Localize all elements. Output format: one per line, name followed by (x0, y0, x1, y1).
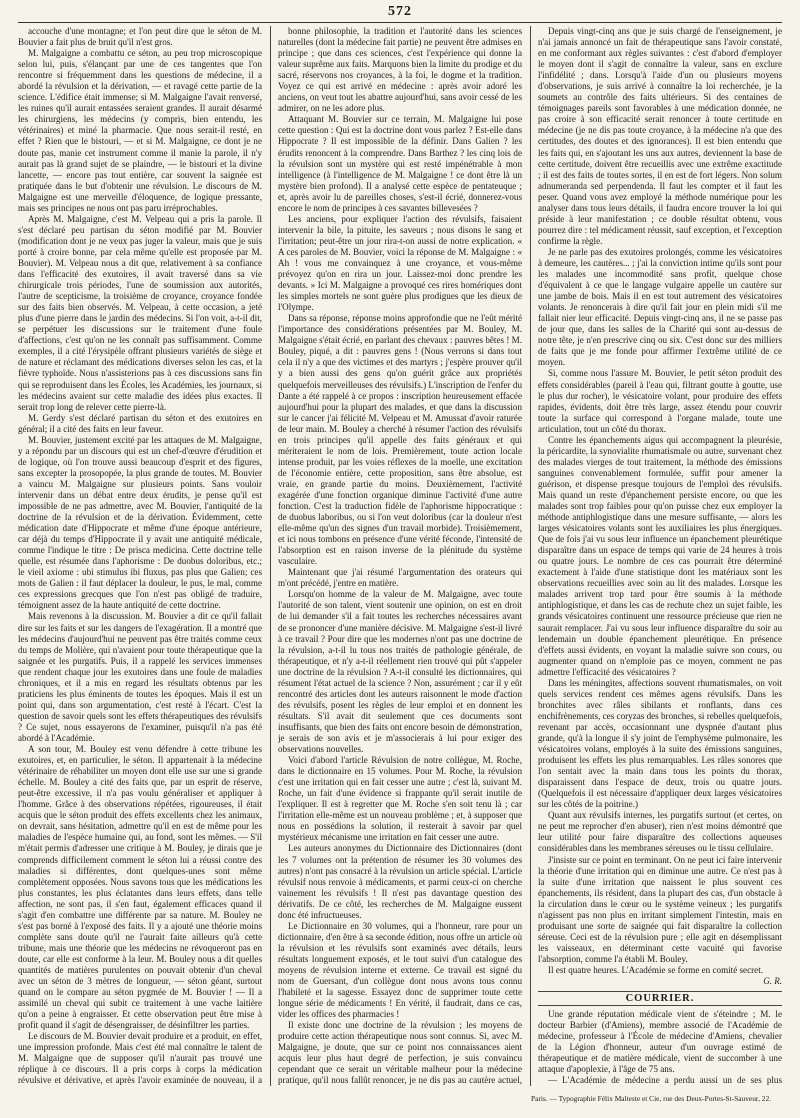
header-rule (18, 22, 782, 23)
courrier-heading: COURRIER. (538, 991, 782, 1006)
paragraph: accouche d'une montagne; et l'on peut dire que le séton de M. Bouvier a fait plus de bruit qu'il n'est gros. (18, 26, 262, 48)
paragraph: Une grande réputation médicale vient de s'éteindre ; M. le docteur Barbier (d'Amiens), membre associé de l'Académie de médecine, professeur à l'École de médecine d'Amiens, chevalier de la Légion d'honneur, auteur d'un ouvrage estimé de thérapeutique et de matière médicale, vient de succomber à une attaque d'apoplexie, à l'âge de 75 ans. (538, 1009, 782, 1075)
page-number: 572 (388, 4, 412, 19)
paragraph: Dans sa réponse, réponse moins approfondie que ne l'eût mérité l'importance des considérations présentées par M. Bouley, M. Malgaigne s'était écrié, en parlant des chevaux : pauvres bêtes ! M. Bouley, piqué, a dit : pauvres gens ! (Nous verrons si dans tout cela il n'y a que des victimes et des martyrs ; j'espère prouver qu'il y a bien aussi des gens qu'on guérit grâce aux propriétés quelquefois merveilleuses des révulsifs.) L'inscription de l'enfer du Dante a été rappelé à ce propos : inscription heureusement effacée aujourd'hui pour la plupart des malades, et que dans la discussion sur le cancer j'ai félicité M. Velpeau et M. Amussat d'avoir raturée de leur main. M. Bouley a cherché à résumer l'action des révulsifs en trois principes qu'il appelle des faits généraux et qui mériteraient le nom de lois. Premièrement, toute action locale intense produit, par les voies réflexes de la moelle, une excitation de l'économie entière, cette proposition, sans être absolue, est vraie, en grande partie du moins. Deuxièmement, l'activité exagérée d'une fonction organique diminue l'activité d'une autre fonction. C'est la traduction fidèle de l'aphorisme hippocratique : de duobus laboribus, ou si l'on veut doloribus (car la douleur n'est elle-même qu'un des signes d'un travail morbide). Troisièmement, et ici nous tombons en présence d'une vérité féconde, l'intensité de l'absorption est en raison inverse de la plénitude du système vasculaire. (278, 313, 522, 567)
column-divider (530, 26, 531, 1086)
column-right-body (538, 26, 782, 976)
paragraph: Mais revenons à la discussion. M. Bouvier a dit ce qu'il fallait dire sur les faits et sur les dangers de l'exagération. Il a montré que les médecins d'aujourd'hui ne peuvent pas être traités comme ceux du temps de Molière, qui n'avaient pour toute thérapeutique que la saignée et les purgatifs. Puis, il a rappelé les services immenses que rendent chaque jour les exutoires dans une foule de maladies chroniques, et il a mis en regard les résultats obtenus par les praticiens les plus éminents de toutes les époques. Mais il est un point qui, dans son argumentation, c'est resté à l'écart. C'est la question de savoir quels sont les effets thérapeutiques des révulsifs ? Ce sujet, nous essayerons de l'examiner, puisqu'il n'a pas été abordé à l'Académie. (18, 611, 262, 743)
paragraph: Dans les méningites, affections souvent rhumatismales, on voit quels services rendent ces mêmes agens révulsifs. Dans les bronchites avec râles sibilants et ronflants, dans ces enchifrènements, ces coryzas des bronches, si rebelles quelquefois, revenant par accès, occasionnant une dyspnée d'autant plus grande, qu'à la longue il s'y joint de l'emphysème pulmonaire, les vésicatoires volans, employés à la suite des émissions sanguines, produisent les effets les plus remarquables. Les râles sonores que l'on sentait avec la main dans tous les points du thorax, disparaissent dans l'espace de deux, trois ou quatre jours. (Quelquefois il est nécessaire d'appliquer deux larges vésicatoires sur les côtés de la poitrine.) (538, 677, 782, 810)
paragraph: bonne philosophie, la tradition et l'autorité dans les sciences naturelles (dont la médecine fait partie) ne peuvent être admises en principe ; que dans ces sciences, c'est l'expérience qui donne la valeur suprême aux faits. Marquons bien la limite du prodige et du sacré, réservons nos croyances, à la foi, le dogme et la tradition. Voyez ce qui est arrivé en médecine : après avoir adoré les anciens, on veut tout les abattre aujourd'hui, sans avoir cessé de les admirer, on ne les adore plus. (278, 26, 522, 114)
column-right (538, 26, 782, 1086)
paragraph: Contre les épanchements aigus qui accompagnent la pleurésie, la péricardite, la synovialite rhumatismale ou autre, survenant chez des malades vierges de tout traitement, la méthode des émissions sanguines convenablement formulée, suffit pour amener la guérison, et dispense presque toujours de l'emploi des révulsifs. Mais quand un reste d'épanchement persiste encore, ou que les malades sont trop faibles pour qu'on puisse chez eux employer la méthode antiphlogistique dans une mesure suffisante, — alors les larges vésicatoires volants sont les auxiliaires les plus énergiques. Que de fois j'ai vu sous leur influence un épanchement pleurétique disparaître dans un espace de temps qui varie de 24 heures à trois ou quatre jours. Le nombre de ces cas pourrait être déterminé exactement à l'aide d'une statistique dont les matériaux sont les observations recueillies avec soin au lit des malades. Lorsque les malades arrivent trop tard pour être soumis à la méthode antiphlogistique, et dans les cas de rechute chez un sujet faible, les grands vésicatoires continuent une ressource précieuse que rien ne saurait remplacer. J'ai vu sous leur influence disparaître du soir au lendemain un double épanchement pleurétique. En présence d'effets aussi évidents, en voyant la maladie suivre son cours, ou augmenter quand on n'emploie pas ce moyen, comment ne pas admettre l'efficacité des vésicatoires ? (538, 434, 782, 677)
column-divider (270, 26, 271, 1086)
paragraph: Voici d'abord l'article Révulsion de notre collègue, M. Roche, dans le dictionnaire en 15 volumes. Pour M. Roche, la révulsion c'est une irritation qui en fait cesser une autre ; c'est là, suivant M. Roche, un fait d'une évidence si frappante qu'il serait inutile de l'expliquer. Il est à regretter que M. Roche s'en soit tenu là ; car l'irritation elle-même est un nouveau problème ; et, à supposer que nous en possédions la solution, il resterait à savoir par quel mystérieux mécanisme une irritation en fait cesser une autre. (278, 755, 522, 843)
paragraph: Les anciens, pour expliquer l'action des révulsifs, faisaient intervenir la bile, la pituite, les saveurs ; nous disons le sang et l'irritation; peut-être un jour rira-t-on aussi de notre explication. « A ces paroles de M. Bouvier, voici la réponse de M. Malgaigne : « Ah ! vous me convainquez à une croyance, et vous-même prévoyez qu'on en rira un jour. Laissez-moi donc prendre les devants. » Ici M. Malgaigne a provoqué ces rires homériques dont les simples mortels ne sont guère plus prodigues que les dieux de l'Olympe. (278, 213, 522, 313)
paragraph: Les auteurs anonymes du Dictionnaire des Dictionnaires (dont les 7 volumes ont la prétention de résumer les 30 volumes des autres) n'ont pas consacré à la révulsion un article spécial. L'article révulsif nous renvoie à médicaments, et parmi ceux-ci on cherche vainement les révulsifs ! Il n'est pas davantage question des dérivatifs. De ce côté, les recherches de M. Malgaigne eussent donc été infructueuses. (278, 843, 522, 920)
column-left (18, 26, 262, 1086)
paragraph: Après M. Malgaigne, c'est M. Velpeau qui a pris la parole. Il s'est déclaré peu partisan du séton modifié par M. Bouvier (modification dont je ne veux pas juger la valeur, mais que je suis porté à croire bonne, par cela même qu'elle est proposée par M. Bouvier). M. Velpeau nous a dit que, relativement à sa confiance dans l'efficacité des exutoires, il avait traversé dans sa vie chirurgicale trois périodes, l'une de soumission aux autorités, l'autre de scepticisme, la troisième de croyance, croyance fondée sur des faits bien observés. M. Velpeau, à cette occasion, a jeté plus d'une pierre dans le jardin des médecins. Si l'on voit, a-t-il dit, se perpétuer les discussions sur le traitement d'une foule d'affections, c'est qu'on ne les connaît pas suffisamment. Comme exemples, il a cité l'érysipèle offrant plusieurs variétés de siège et de nature et réclamant des médications diverses selon les cas, et la fièvre typhoïde. Nous n'assisterions pas à ces discussions sans fin qui se reproduisent dans les Écoles, les Académies, les journaux, si les médecins avaient sur cette maladie des idées plus exactes. Il serait trop long de relever cette pierre-là. (18, 213, 262, 412)
paragraph: M. Malgaigne a combattu ce séton, au peu trop microscopique selon lui, puis, s'élançant par une de ces tangentes que l'on rencontre si fréquemment dans les questions de médecine, il a abordé la révulsion et la dérivation, — et ravagé cette partie de la science. L'édifice était immense; si M. Malgaigne l'avait renversé, les ruines qu'il aurait entassées seraient grandes. Il aurait désarmé les chirurgiens, les médecins (y compris, bien entendu, les vétérinaires) et miné la pharmacie. Que nous serait-il resté, en effet ? Rien que le bistouri, — et si M. Malgaigne, ce dont je ne doute pas, manie cet instrument comme il manie la parole, il n'y aurait pas là grand sujet de se plaindre, — le bistouri et la divine lancette, — encore pas tout entière, car souvent la saignée est pratiquée dans le but d'obtenir une révulsion. Le discours de M. Malgaigne est une merveille d'éloquence, de logique pressante, mais ses principes ne nous ont pas paru irréprochables. (18, 48, 262, 213)
paragraph: Je ne parle pas des exutoires prolongés, comme les vésicatoires à demeure, les cautères... ; j'ai la conviction intime qu'ils sont pour les malades une incommodité sans profit, quelque chose d'équivalent à ce que le langage vulgaire appelle un cautère sur une jambe de bois. Mais il en est tout autrement des vésicatoires volants. Je renoncerais à dire qu'il fait jour en plein midi s'il me fallait nier leur efficacité. Depuis vingt-cinq ans, il ne se passe pas de jour que, dans les salles de la Charité qui sont au-dessus de notre tête, je n'en prescrive cinq ou six. C'est donc sur des milliers de faits que je me fonde pour affirmer l'extrême utilité de ce moyen. (538, 246, 782, 368)
paragraph: Depuis vingt-cinq ans que je suis chargé de l'enseignement, je n'ai jamais annoncé un fait de thérapeutique sans l'avoir constaté, en me conformant aux règles suivantes : c'est d'abord d'employer le moyen dont il s'agit de connaître la valeur, sans en exclure l'infidélité ; dans. Lorsqu'à l'aide d'un ou plusieurs moyens d'observations, je suis arrivé à connaître la loi recherchée, je la soumets au contrôle des faits ultérieurs. Si des centaines de témoignages pareils sont favorables à une médication donnée, ne pas croire à son efficacité serait renoncer à toute certitude en médecine (je ne dis pas toute croyance, à la médecine n'a que des certitudes, des doutes et des ignorances). Il est bien entendu que les faits qui, en s'ajoutant les uns aux autres, deviennent la base de cette certitude, doivent être recueillis avec une extrême exactitude ; il est des faits de toutes sortes, il en est de fort légers. Non solum adnumeranda sed perpendenda. Il faut les compter et il faut les peser. Quand vous avez employé la méthode numérique pour les analyser dans tous leurs détails, il faudra encore trouver la loi qui préside à leur manifestation ; ce double résultat obtenu, vous pourrez dire : tel médicament réussit, sauf exception, et l'exception confirme la règle. (538, 26, 782, 246)
paragraph: Il est quatre heures. L'Académie se forme en comité secret. (548, 964, 763, 975)
paragraph: M. Bouvier, justement excité par les attaques de M. Malgaigne, y a répondu par un discours qui est un chef-d'œuvre d'érudition et de logique, où l'on trouve aussi beaucoup d'esprit et des figures, sans excepter la prosopopée, la plus grande de toutes. M. Bouvier a vaincu M. Malgaigne sur plusieurs points. Sans vouloir intervenir dans un débat entre deux érudits, je pense qu'il est impossible de ne pas admettre, avec M. Bouvier, l'antiquité de la doctrine de la révulsion et de la dérivation. Évidemment, cette médication date d'Hippocrate et même d'une époque antérieure, car déjà du temps d'Hippocrate il y avait une antiquité médicale, comme l'indique le titre : De prisca medicina. Cette doctrine telle quelle, est résumée dans l'aphorisme : De duobus doloribus, etc.; le vieil axiome : ubi stimulus ibi fluxus, pas plus que Galien; ces mots de Galien : il faut déplacer la douleur, le pus, le mal, comme ces expressions grecques que l'on n'est pas obligé de traduire, témoignent assez de la haute antiquité de cette doctrine. (18, 434, 262, 611)
paragraph: J'insiste sur ce point en terminant. On ne peut ici faire intervenir la théorie d'une irritation qui en diminue une autre. Ce n'est pas à la suite d'une irritation que naissent le plus souvent ces épanchements, ils résident, dans la plupart des cas, d'un obstacle à la circulation dans le cœur ou le système veineux ; les purgatifs n'agissent pas non plus en irritant simplement l'intestin, mais en produisant une sorte de saignée qui fait disparaître la collection séreuse. Ceci est de la révulsion pure ; elle agit en désemplissant les vaisseaux, en déterminant cette vacuité qui favorise l'absorption, comme l'a établi M. Bouley. (538, 854, 782, 964)
paragraph: Le Dictionnaire en 30 volumes, qui a l'honneur, rare pour un dictionnaire, d'en être à sa seconde édition, nous offre un article où la révulsion et les révulsifs sont examinés avec détails, leurs résultats longuement exposés, et le tout suivi d'un catalogue des moyens de révulsion interne et externe. Ce travail est signé du nom de Guersant, d'un collègue dont nous avons tous connu l'habileté et la sagesse. Essayez donc de supprimer toute cette longue série de médicaments ! En vérité, il faudrait, dans ce cas, vider les offices des pharmacies ! (278, 920, 522, 1020)
columns (18, 26, 782, 1086)
paragraph: Lorsqu'on homme de la valeur de M. Malgaigne, avec toute l'autorité de son talent, vient soutenir une opinion, on est en droit de lui demander s'il a fait toutes les recherches nécessaires avant de se prononcer d'une manière décisive. M. Malgaigne s'est-il livré à ce travail ? Pour dire que les modernes n'ont pas une doctrine de la révulsion, a-t-il lu tous nos traités de pathologie générale, de thérapeutique, et n'y a-t-il réellement rien trouvé qui pût s'appeler une doctrine de la révulsion ? A-t-il consulté les dictionnaires, qui résument l'état actuel de la science ? Non, assurément ; car il y eût rencontré des articles dont les auteurs raisonnent le mode d'action des révulsifs, posent les règles de leur emploi et en donnent les résultats. S'il avait dit seulement que ces documents sont insuffisants, que bien des faits ont encore besoin de démonstration, je serais de son avis et je m'associerais à lui pour exiger des observations nouvelles. (278, 589, 522, 755)
paragraph: Si, comme nous l'assure M. Bouvier, le petit séton produit des effets considérables (pareil à l'eau qui, filtrant goutte à goutte, use le plus dur rocher), le vésicatoire volant, pour produire des effets rapides, évidents, doit être très large, assez étendu pour couvrir toute la surface qui correspond à l'organe malade, toute une articulation, tout un côté du thorax. (538, 368, 782, 434)
paragraph: A son tour, M. Bouley est venu défendre à cette tribune les exutoires, et, en particulier, le séton. Il appartenait à la médecine vétérinaire de réhabiliter un moyen dont elle use sur une si grande échelle. M. Bouley a cité des faits que, par un esprit de réserve, peut-être excessive, il n'a pas voulu généraliser et appliquer à l'homme. Grâce à des observations répétées, rigoureuses, il était acquis que le séton produit des effets excellents chez les animaux, on devrait, sans hésitation, admettre qu'il en est de même pour les maladies de l'espèce humaine qui, au fond, sont les mêmes. — S'il m'était permis d'adresser une critique à M. Bouley, je dirais que je comprends difficilement comment le séton lui a réussi contre des maladies si différentes, dont quelques-unes sont même complètement opposées. Nous savons tous que les médications les plus constantes, les plus éclatantes dans leurs effets, dans telle affection, ne sont pas, il s'en faut, également efficaces quand il s'agit d'en combattre une différente par sa nature. M. Bouley ne s'est pas borné à l'exposé des faits. Il y a ajouté une théorie moins complète sans doute qu'il ne l'aurait faite ailleurs qu'à cette tribune, mais une théorie que les médecins ne révoqueront pas en doute, car elle est conforme à la leur. M. Bouley nous a dit quelles quantités de matières purulentes on pouvait obtenir d'un cheval avec un séton de 3 mètres de longueur, — séton géant, surtout quand on le compare au séton pygmée de M. Bouvier ! — Il a assimilé un cheval qui subit ce traitement à une vache laitière qu'on a peine à engraisser. Et cette observation peut être mise à profit quand il s'agit de désengraisser, de désinfiltrer les parties. (18, 744, 262, 1031)
signature: G. R. (763, 976, 782, 987)
paragraph: Il existe donc une doctrine de la révulsion ; les moyens de produire cette action thérapeutique nous sont connus. Si, avec M. Malgaigne, je doute, que sur ce point nos connaissances aient acquis leur plus haut degré de perfection, je suis convaincu cependant que ce serait un véritable malheur pour la médecine pratique, qu'il nous fallût renoncer, je ne dis pas au cautère actuel, (278, 1020, 522, 1086)
courrier-body (538, 1009, 782, 1086)
paragraph: Le discours de M. Bouvier devait produire et a produit, en effet, une impression profonde. Mais c'est été mal connaître le talent de M. Malgaigne que de supposer qu'il n'aurait pas trouvé une réplique à ce discours. Il a pris corps à corps la médication révulsive et dérivative, et après l'avoir examinée de nouveau, il a (18, 1031, 262, 1086)
paragraph: Attaquant M. Bouvier sur ce terrain, M. Malgaigne lui pose cette question : Qui est la doctrine dont vous parlez ? Est-elle dans Hippocrate ? Il est impossible de la définir. Dans Galien ? les érudits renoncent à la comprendre. Dans Barthez ? les cinq lois de la révulsion sont un mystère qui est resté impénétrable à mon intelligence (à l'intelligence de M. Malgaigne ! ce dont être là un mystère bien profond). Il a analysé cette espèce de pentateuque ; et, après avoir lu de pareilles choses, s'est-il écrié, donnerez-vous encore le nom de principes à ces savantes billevesées ? (278, 114, 522, 213)
printer-imprint: Paris. — Typographie Félix Malteste et Cie, rue des Deux-Portes-St-Sauveur, 22. (530, 1094, 772, 1103)
paragraph: — L'Académie de médecine a perdu aussi un de ses plus (548, 1075, 782, 1086)
paragraph: M. Gerdy s'est déclaré partisan du séton et des exutoires en général; il a cité des faits en leur faveur. (18, 412, 262, 434)
paragraph: Maintenant que j'ai résumé l'argumentation des orateurs qui m'ont précédé, j'entre en matière. (278, 567, 522, 589)
column-middle (278, 26, 522, 1086)
paragraph: Quant aux révulsifs internes, les purgatifs surtout (et certes, on ne peut me reprocher d'en abuser), rien n'est moins démontré que leur utilité pour faire disparaître des collections aqueuses considérables dans les membranes séreuses ou le tissu cellulaire. (538, 810, 782, 854)
